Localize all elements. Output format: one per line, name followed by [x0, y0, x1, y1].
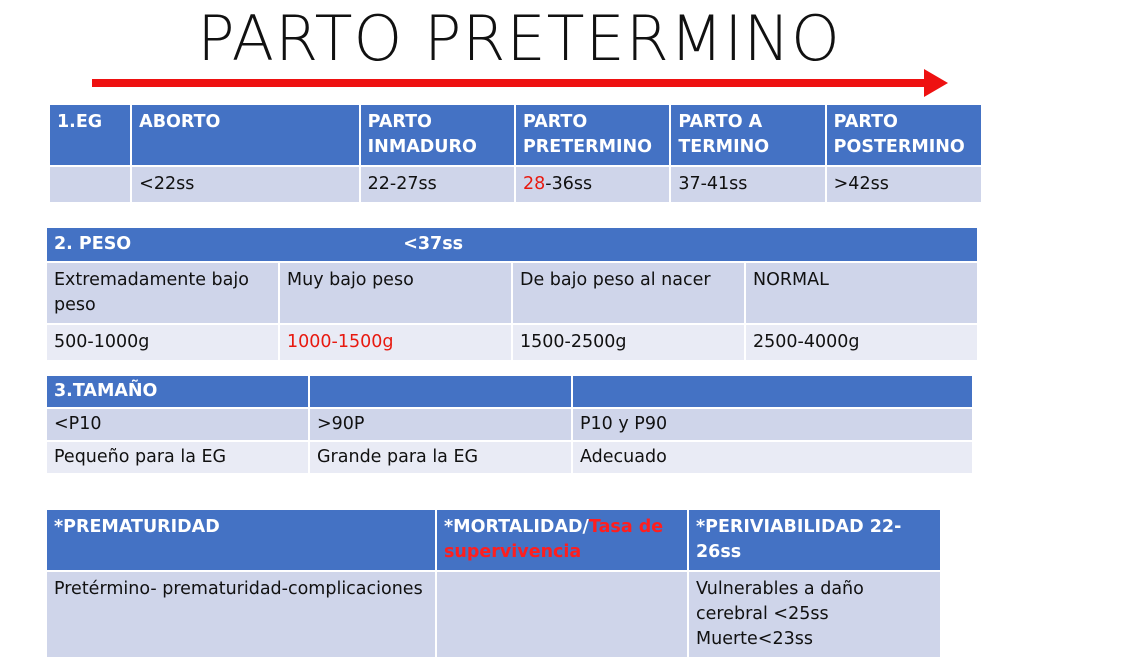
table-header-row	[47, 510, 940, 570]
table-cell	[437, 572, 687, 657]
cell-line: Muerte<23ss	[696, 629, 813, 649]
table-row	[47, 572, 940, 657]
header-cell	[310, 376, 571, 407]
table-cell	[689, 572, 940, 657]
header-cell	[47, 228, 977, 261]
header-cell: *PREMATURIDAD	[47, 510, 435, 570]
table-cell: <22ss	[132, 167, 358, 202]
highlight-text: 28	[522, 174, 546, 194]
header-cell	[573, 376, 972, 407]
header-highlight-text: Tasa de supervivencia	[444, 517, 664, 562]
header-cell: 1.EG	[50, 105, 130, 165]
table-cell: 500-1000g	[47, 325, 278, 360]
header-cell: PARTO POSTERMINO	[827, 105, 981, 165]
table-row	[47, 325, 977, 360]
prematurity-table	[45, 508, 942, 659]
size-table	[45, 374, 974, 475]
header-cell: ABORTO	[132, 105, 358, 165]
table-cell: Pretérmino- prematuridad-complicaciones	[47, 572, 435, 657]
header-cell	[437, 510, 687, 570]
slide-title: PARTO PRETERMINO	[197, 2, 841, 75]
table-cell: Grande para la EG	[310, 442, 571, 473]
weight-header-value: <37ss	[403, 234, 464, 254]
table-cell: 22-27ss	[361, 167, 514, 202]
table-cell: <P10	[47, 409, 308, 440]
table-cell: >90P	[310, 409, 571, 440]
gestational-age-table	[48, 103, 983, 204]
table-cell: NORMAL	[746, 263, 977, 323]
header-cell: 3.TAMAÑO	[47, 376, 308, 407]
table-cell: De bajo peso al nacer	[513, 263, 744, 323]
cell-text: -36ss	[545, 174, 593, 194]
table-cell: Extremadamente bajo peso	[47, 263, 278, 323]
table-cell: Muy bajo peso	[280, 263, 511, 323]
header-cell: *PERIVIABILIDAD 22-26ss	[689, 510, 940, 570]
table-cell	[516, 167, 669, 202]
table-cell	[50, 167, 130, 202]
cell-line: Vulnerables a daño cerebral <25ss	[696, 579, 864, 624]
table-cell: >42ss	[827, 167, 981, 202]
table-header-row	[47, 376, 972, 407]
table-row	[50, 167, 981, 202]
table-cell: Adecuado	[573, 442, 972, 473]
table-cell: P10 y P90	[573, 409, 972, 440]
table-header-row	[47, 228, 977, 261]
table-row	[47, 409, 972, 440]
table-cell: 1500-2500g	[513, 325, 744, 360]
table-cell: 2500-4000g	[746, 325, 977, 360]
header-cell: PARTO INMADURO	[361, 105, 514, 165]
table-row	[47, 263, 977, 323]
header-cell: PARTO A TERMINO	[671, 105, 824, 165]
weight-header-label: 2. PESO	[54, 234, 132, 254]
table-header-row	[50, 105, 981, 165]
header-cell: PARTO PRETERMINO	[516, 105, 669, 165]
weight-table	[45, 226, 979, 362]
table-cell: 1000-1500g	[280, 325, 511, 360]
timeline-arrow-icon	[90, 68, 950, 100]
header-text: *MORTALIDAD/	[444, 517, 589, 537]
table-row	[47, 442, 972, 473]
table-cell: 37-41ss	[671, 167, 824, 202]
table-cell: Pequeño para la EG	[47, 442, 308, 473]
